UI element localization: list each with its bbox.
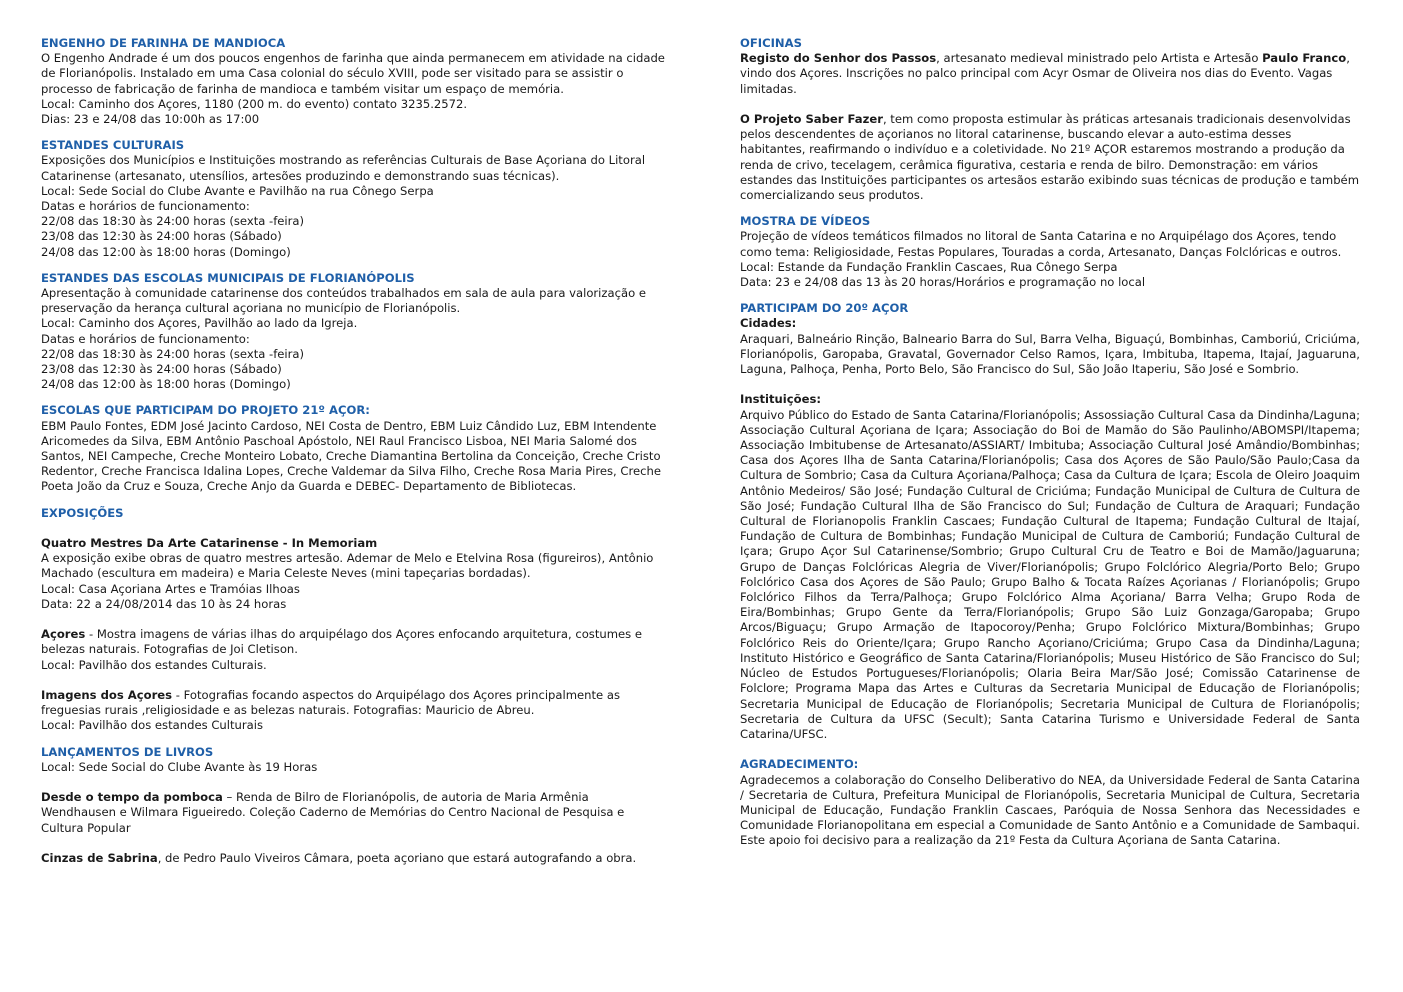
schedule-line: 24/08 das 12:00 às 18:00 horas (Domingo) (41, 377, 291, 392)
estandes-local: Local: Sede Social do Clube Avante e Pavilhão na rua Cônego Serpa (41, 183, 434, 198)
section-heading-escolas-projeto: ESCOLAS QUE PARTICIPAM DO PROJETO 21º AÇOR: (41, 403, 370, 418)
acores-title: Açores (41, 627, 86, 642)
registo-title: Registo do Senhor dos Passos (740, 51, 937, 66)
schedule-line: 23/08 das 12:30 às 24:00 horas (Sábado) (41, 229, 282, 244)
registo-paragraph (740, 51, 1360, 97)
pomboca-title: Desde o tempo da pomboca (41, 790, 223, 805)
agradecimento-text: Agradecemos a colaboração do Conselho Deliberativo do NEA, da Universidade Federal de Santa Catarina / Secretaria de Cultura, Prefeitura Municipal de Florianópolis, Secretaria Municipal de Cultura, Secretaria Municipal de Educação, Fundação Franklin Cascaes, Paróquia de Nossa Senhora das Necessidades e Comunidade Florianopolitana em especial a Comunidade de Santo Antônio e a Comunidade de Sambaqui. Este apoio foi decisivo para a realização da 21º Festa da Cultura Açoriana de Santa Catarina. (740, 772, 1360, 848)
escolas-mun-datas-label: Datas e horários de funcionamento: (41, 331, 250, 346)
section-heading-exposicoes: EXPOSIÇÕES (41, 505, 124, 520)
schedule-line: 22/08 das 18:30 às 24:00 horas (sexta -feira) (41, 346, 305, 361)
schedule-line: 23/08 das 12:30 às 24:00 horas (Sábado) (41, 362, 282, 377)
section-heading-escolas-municipais: ESTANDES DAS ESCOLAS MUNICIPAIS DE FLORIANÓPOLIS (41, 270, 415, 285)
right-column (740, 36, 1360, 849)
section-heading-estandes: ESTANDES CULTURAIS (41, 138, 185, 153)
saber-paragraph (740, 112, 1360, 203)
cinzas-title: Cinzas de Sabrina (41, 851, 158, 866)
schedule-line: 22/08 das 18:30 às 24:00 horas (sexta -feira) (41, 214, 305, 229)
estandes-datas-label: Datas e horários de funcionamento: (41, 199, 250, 214)
pomboca-paragraph (41, 790, 667, 836)
videos-data: Data: 23 e 24/08 das 13 às 20 horas/Horários e programação no local (740, 275, 1146, 290)
estandes-text: Exposições dos Municípios e Instituições mostrando as referências Culturais de Base Açoriana do Litoral Catarinense (artesanato, utensílios, artesões produzindo e demonstrando suas técnicas). (41, 153, 646, 183)
saber-title: O Projeto Saber Fazer (740, 112, 883, 126)
cidades-label: Cidades: (740, 316, 797, 331)
cinzas-text: , de Pedro Paulo Viveiros Câmara, poeta açoriano que estará autografando a obra. (157, 851, 637, 866)
mestres-local: Local: Casa Açoriana Artes e Tramóias Ilhoas (41, 581, 300, 596)
mestres-text: A exposição exibe obras de quatro mestres artesão. Ademar de Melo e Etelvina Rosa (figureiros), Antônio Machado (escultura em madeira) e Maria Celeste Neves (mini tapeçarias bordadas). (41, 551, 654, 581)
section-heading-livros: LANÇAMENTOS DE LIVROS (41, 744, 214, 759)
saber-text: , tem como proposta estimular às práticas artesanais tradicionais desenvolvidas pelos descendentes de açorianos no litoral catarinense, buscando elevar a auto-estima desses habitantes, reafirmando o indivíduo e a coletividade. No 21º AÇOR estaremos mostrando a produção da renda de crivo, tecelagem, cerâmica figurativa, cestaria e renda de bilro. Demonstração: em vários estandes das Instituições participantes os artesãos estarão exibindo suas técnicas de produção e também comercializando seus produtos. (740, 112, 1359, 203)
cinzas-paragraph (41, 851, 667, 866)
section-heading-participam: PARTICIPAM DO 20º AÇOR (740, 301, 909, 316)
left-column (41, 36, 667, 866)
engenho-text: O Engenho Andrade é um dos poucos engenhos de farinha que ainda permanecem em atividade na cidade de Florianópolis. Instalado em uma Casa colonial do século XVIII, pode ser visitado para se assistir o processo de fabricação de farinha de mandioca e também visitar um espaço de memória. (41, 51, 665, 96)
acores-paragraph (41, 627, 667, 657)
videos-local: Local: Estande da Fundação Franklin Cascaes, Rua Cônego Serpa (740, 259, 1118, 274)
escolas-mun-local: Local: Caminho dos Açores, Pavilhão ao lado da Igreja. (41, 316, 358, 331)
registo-text-2: , vindo dos Açores. Inscrições no palco principal com Acyr Osmar de Oliveira nos dias do Evento. Vagas limitadas. (740, 51, 1350, 96)
livros-local: Local: Sede Social do Clube Avante às 19 Horas (41, 759, 318, 774)
imagens-paragraph (41, 688, 667, 718)
section-heading-engenho: ENGENHO DE FARINHA DE MANDIOCA (41, 36, 286, 50)
section-heading-agradecimento: AGRADECIMENTO: (740, 757, 859, 772)
videos-text: Projeção de vídeos temáticos filmados no litoral de Santa Catarina e no Arquipélago dos Açores, tendo como tema: Religiosidade, Festas Populares, Touradas a corda, Artesanato, Danças Folclóricas e outros. (740, 229, 1342, 259)
acores-text: - Mostra imagens de várias ilhas do arquipélago dos Açores enfocando arquitetura, costumes e belezas naturais. Fotografias de Joi Cletison. (41, 627, 643, 657)
escolas-mun-text: Apresentação à comunidade catarinense dos conteúdos trabalhados em sala de aula para valorização e preservação da herança cultural açoriana no município de Florianópolis. (41, 286, 646, 316)
imagens-text: - Fotografias focando aspectos do Arquipélago dos Açores principalmente as freguesias rurais ,religiosidade e as belezas naturais. Fotografias: Mauricio de Abreu. (41, 688, 621, 718)
imagens-title: Imagens dos Açores (41, 688, 173, 703)
pomboca-text: – Renda de Bilro de Florianópolis, de autoria de Maria Armênia Wendhausen e Wilmara Figueiredo. Coleção Caderno de Memórias do Centro Nacional de Pesquisa e Cultura Popular (41, 790, 625, 835)
engenho-dias: Dias: 23 e 24/08 das 10:00h as 17:00 (41, 112, 260, 127)
schedule-line: 24/08 das 12:00 às 18:00 horas (Domingo) (41, 244, 291, 259)
escolas-projeto-text: EBM Paulo Fontes, EDM José Jacinto Cardoso, NEI Costa de Dentro, EBM Luiz Cândido Luz, EBM Intendente Aricomedes da Silva, EBM Antônio Paschoal Apóstolo, NEI Raul Francisco Lisboa, NEI Maria Salomé dos Santos, NEI Campeche, Creche Monteiro Lobato, Creche Diamantina Bertolina da Conceição, Creche Cristo Redentor, Creche Francisca Idalina Lopes, Creche Valdemar da Silva Filho, Creche Rosa Maria Pires, Creche Poeta João da Cruz e Souza, Creche Anjo da Guarda e DEBEC- Departamento de Bibliotecas. (41, 418, 662, 494)
instituicoes-text: Arquivo Público do Estado de Santa Catarina/Florianópolis; Assossiação Cultural Casa da Dindinha/Laguna; Associação Cultural Açoriana de Içara; Associação do Boi de Mamão do São Paulinho/ABOMSPI/Itapema; Associação Imbitubense de Artesanato/ASSIART/ Imbituba; Associação Cultural José Amândio/Bombinhas; Casa dos Açores Ilha de Santa Catarina/Florianópolis; Casa dos Açores de São Paulo/São Paulo;Casa da Cultura de Sombrio; Casa da Cultura Açoriana/Palhoça; Casa da Cultura de Içara; Escola de Oleiro Joaquim Antônio Medeiros/ São José; Fundação Cultural de Criciúma; Fundação Municipal de Cultura de Cultura de São José; Fundação Cultural Ilha de São Francisco do Sul; Fundação de Cultura de Araquari; Fundação Cultural de Florianopolis Franklin Cascaes; Fundação Cultural de Itapema; Fundação Cultural de Itajaí, Fundação de Cultura de Bombinhas; Fundação Municipal de Cultura de Camboriú; Fundação Cultural de Içara; Grupo Açor Sul Catarinense/Sombrio; Grupo Cultural Cru de Teatro e Boi de Mamão/Jaguaruna; Grupo de Danças Folclóricas Alegria de Viver/Florianópolis; Grupo Folclórico Alegria/Porto Belo; Grupo Folclórico Casa dos Açores de São Paulo; Grupo Balho & Tocata Raízes Açorianas / Florianópolis; Grupo Folclórico Filhos da Terra/Palhoça; Grupo Folclórico Alma Açoriana/ Barra Velha; Grupo Roda de Eira/Bombinhas; Grupo Gente da Terra/Florianópolis; Grupo São Luiz Gonzaga/Garopaba; Grupo Arcos/Biguaçu; Grupo Armação de Itapocoroy/Penha; Grupo Folclórico Mixtura/Bombinhas; Grupo Folclórico Reis do Oriente/Içara; Grupo Rancho Açoriano/Criciúma; Grupo Casa da Dindinha/Laguna; Instituto Histórico e Geográfico de Santa Catarina/Florianópolis; Museu Histórico de São Francisco do Sul; Núcleo de Estudos Portugueses/Florianópolis; Olaria Beira Mar/São José; Comissão Catarinense de Folclore; Programa Mapa das Artes e Culturas da Secretaria Municipal de Educação de Florianópolis; Secretaria Municipal de Educação de Florianópolis; Secretaria Municipal de Cultura de Florianópolis; Secretaria de Cultura da UFSC (Secult); Santa Catarina Turismo e Universidade Federal de Santa Catarina/UFSC. (740, 407, 1360, 741)
engenho-local: Local: Caminho dos Açores, 1180 (200 m. do evento) contato 3235.2572. (41, 96, 468, 111)
mestres-data: Data: 22 a 24/08/2014 das 10 às 24 horas (41, 596, 287, 611)
instituicoes-label: Instituições: (740, 392, 821, 407)
cidades-text: Araquari, Balneário Rinção, Balneario Barra do Sul, Barra Velha, Biguaçú, Bombinhas, Camboriú, Criciúma, Florianópolis, Garopaba, Gravatal, Governador Celso Ramos, Içara, Imbituba, Itapema, Itajaí, Jaguaruna, Laguna, Palhoça, Penha, Porto Belo, São Francisco do Sul, São João Itaperiu, São José e Sombrio. (740, 331, 1360, 377)
registo-text: , artesanato medieval ministrado pelo Artista e Artesão (936, 51, 1263, 66)
acores-local: Local: Pavilhão dos estandes Culturais. (41, 657, 267, 672)
mestres-title: Quatro Mestres Da Arte Catarinense - In Memoriam (41, 536, 378, 551)
imagens-local: Local: Pavilhão dos estandes Culturais (41, 718, 264, 733)
section-heading-videos: MOSTRA DE VÍDEOS (740, 214, 871, 229)
registo-artist-name: Paulo Franco (1262, 51, 1347, 66)
section-heading-oficinas: OFICINAS (740, 36, 802, 50)
